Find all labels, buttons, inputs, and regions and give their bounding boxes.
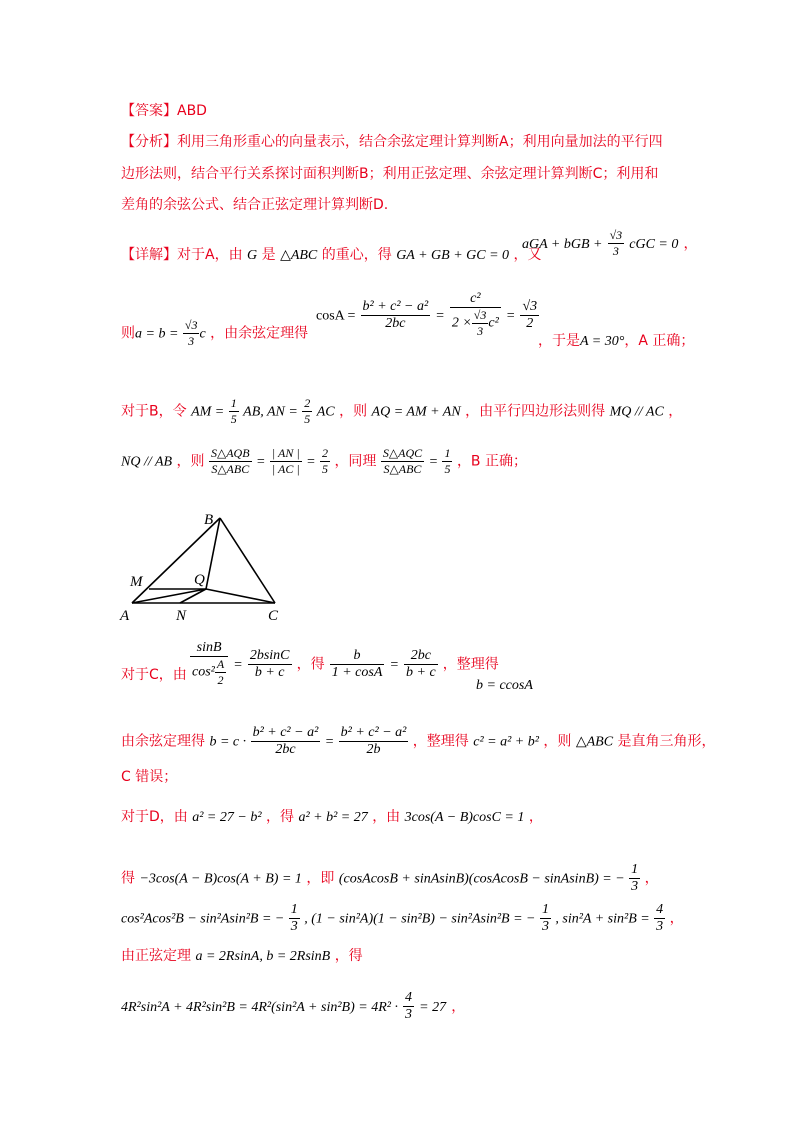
den [190, 657, 228, 688]
fraction [339, 725, 409, 758]
math: cosA = [316, 308, 356, 324]
label-q: Q [194, 572, 205, 588]
den: 2bc [385, 315, 406, 331]
den: | AC | [271, 462, 300, 476]
fraction [520, 299, 539, 332]
den: 5 [321, 462, 328, 476]
d: cos² [192, 664, 215, 680]
text: 则 [121, 325, 135, 342]
num: √3 [609, 228, 623, 242]
math: A = 30° [580, 334, 625, 349]
math: cos²Acos²B − sin²Asin²B = − [121, 911, 285, 927]
math: AM = [191, 404, 225, 420]
den: S△ABC [383, 462, 422, 476]
num: √3 [522, 298, 538, 314]
fraction [450, 291, 501, 339]
num: √3 [184, 318, 198, 332]
eq: = [505, 308, 516, 324]
detail-d-line-5 [121, 990, 465, 1023]
detail-c-line-2 [121, 725, 716, 758]
fraction [540, 902, 551, 935]
num: 1 [631, 862, 639, 877]
den: 2b [366, 742, 381, 757]
d: 2 × [451, 315, 472, 331]
math-weighted-sum [522, 228, 697, 259]
math-b-ccosa: b = ccosA [476, 678, 533, 693]
text: ，整理得 [412, 733, 469, 750]
fraction [654, 902, 665, 935]
den [450, 308, 501, 339]
text: 由正弦定理 [121, 948, 191, 964]
math-g: G [247, 248, 258, 263]
text: 对于A，由 [177, 247, 243, 263]
segment-aq [132, 589, 206, 603]
fraction [229, 396, 239, 427]
den: 3 [631, 879, 639, 894]
text: ， [644, 870, 659, 887]
text: ，得 [296, 656, 325, 673]
detail-d-line-3 [121, 902, 684, 935]
num: 2bsinC [249, 647, 290, 663]
num: 4 [656, 902, 664, 917]
fraction [209, 446, 252, 477]
d: c² [488, 315, 499, 331]
num: c² [450, 291, 501, 308]
math: a = 2RsinA, b = 2RsinB [195, 949, 331, 964]
edge-bc [220, 518, 275, 603]
eq: = [389, 657, 399, 673]
eq: = [256, 454, 266, 470]
den: 3 [405, 1007, 413, 1022]
den: 3 [290, 919, 298, 934]
analysis-line-3: 差角的余弦公式、结合正弦定理计算判断D. [121, 197, 389, 213]
den: b + c [254, 664, 285, 680]
analysis-line-2: 边形法则，结合平行关系探讨面积判断B；利用正弦定理、余弦定理计算判断C；利用和 [121, 166, 659, 182]
num: b [330, 648, 385, 665]
num: √3 [473, 308, 487, 322]
math: a² + b² = 27 [298, 810, 368, 825]
num: sinB [190, 640, 228, 657]
text: ， [668, 403, 683, 420]
fraction [330, 648, 385, 681]
num: b² + c² − a² [340, 725, 407, 740]
num: A [216, 657, 225, 671]
den: 3 [612, 244, 619, 258]
text: ，则 [339, 403, 368, 420]
text: ， [669, 910, 684, 927]
c-formula-1 [190, 640, 499, 688]
fraction [302, 396, 312, 427]
den: 5 [230, 412, 237, 426]
text: 是直角三角形， [617, 733, 716, 750]
label-c: C [268, 608, 279, 624]
fraction [361, 299, 431, 332]
text: ，A 正确； [624, 333, 695, 349]
text: ，整理得 [442, 656, 499, 673]
analysis-line-1 [121, 131, 663, 151]
eq: = [306, 454, 316, 470]
answer-tag: 【答案】 [121, 103, 177, 119]
num: 4 [405, 990, 413, 1005]
analysis-tag: 【分析】 [121, 134, 177, 150]
math: AC [316, 404, 335, 420]
eq: = [233, 657, 243, 673]
text: ，同理 [334, 453, 377, 470]
fraction [289, 902, 300, 935]
text: 的重心，得 [321, 247, 392, 263]
detail-d-line-4 [121, 945, 363, 965]
den: b + c [406, 664, 436, 680]
num: 1 [444, 446, 451, 460]
math: , (1 − sin²A)(1 − sin²B) − sin²Asin²B = − [304, 911, 536, 927]
label-n: N [176, 608, 187, 624]
detail-c-line-1-text: 对于C，由 [121, 667, 187, 683]
text: ， [451, 999, 466, 1015]
num: 1 [230, 396, 237, 410]
fraction [608, 228, 625, 259]
math-part: cGC = 0 [629, 237, 679, 252]
num: 2 [304, 396, 311, 410]
den: 3 [541, 919, 549, 934]
detail-tag: 【详解】 [121, 247, 177, 263]
den: 2bc [275, 742, 296, 757]
num: b² + c² − a² [252, 725, 319, 740]
fraction [251, 725, 321, 758]
detail-b-line-2 [121, 446, 527, 477]
text: ，由平行四边形法则得 [465, 403, 606, 420]
text: 是 [261, 247, 276, 263]
num: S△AQC [382, 446, 423, 460]
cosA-formula [316, 291, 539, 339]
label-m: M [130, 574, 143, 590]
den: S△ABC [211, 462, 250, 476]
text: 对于B，令 [121, 403, 187, 420]
text: 由余弦定理得 [121, 733, 205, 750]
detail-d-line-2 [121, 862, 659, 895]
den: 5 [444, 462, 451, 476]
den: 3 [477, 324, 484, 338]
eq: = [324, 734, 335, 750]
text: 对于D，由 [121, 809, 188, 825]
math-centroid-sum: GA + GB + GC = 0 [396, 248, 510, 263]
math: 3cos(A − B)cosC = 1 [404, 810, 525, 825]
math: AB, AN = [243, 404, 298, 420]
analysis-text-1: 利用三角形重心的向量表示，结合余弦定理计算判断A；利用向量加法的平行四 [177, 134, 663, 150]
num: 2 [321, 446, 328, 460]
math-triangle: △ABC [280, 248, 318, 263]
text: ，则 [176, 453, 205, 470]
detail-a-line-2 [121, 318, 308, 349]
math: a² = 27 − b² [192, 810, 262, 825]
num: b² + c² − a² [362, 298, 429, 314]
math: c² = a² + b² [473, 734, 539, 750]
comma: ， [683, 236, 698, 252]
text: ，得 [265, 809, 294, 825]
math: MQ // AC [609, 404, 664, 420]
math: 4R²sin²A + 4R²sin²B = 4R²(sin²A + sin²B) = 4R² · [121, 1000, 398, 1015]
den: 1 + cosA [331, 664, 383, 680]
label-a: A [120, 608, 130, 624]
num: 2bc [404, 648, 438, 665]
fraction [403, 990, 414, 1023]
fraction [215, 657, 226, 688]
detail-d-line-1 [121, 806, 543, 826]
fraction [629, 862, 640, 895]
text: ，由 [372, 809, 401, 825]
segment-qc [206, 589, 275, 603]
fraction [248, 648, 292, 681]
eq: = [435, 308, 445, 324]
detail-a-line-2b [538, 330, 694, 350]
math: (cosAcosB + sinAsinB)(cosAcosB − sinAsinB) = − [338, 871, 625, 887]
edge-ab [132, 518, 220, 603]
math: a = b = [135, 326, 179, 342]
detail-a-line-1 [121, 244, 542, 264]
num: 1 [290, 902, 298, 917]
math: NQ // AB [121, 454, 173, 470]
math-part: aGA + bGB + [522, 237, 603, 252]
detail-b-line-1 [121, 396, 682, 427]
fraction [442, 446, 452, 477]
num: S△AQB [210, 446, 250, 460]
text: ，即 [306, 870, 335, 887]
num: | AN | [271, 446, 300, 460]
eq: = [428, 454, 439, 470]
num: 1 [541, 902, 549, 917]
math: △ABC [575, 734, 614, 750]
fraction [190, 640, 228, 688]
label-b: B [204, 512, 214, 528]
fraction [404, 648, 438, 681]
text: ，由余弦定理得 [210, 325, 309, 342]
den: 5 [304, 412, 311, 426]
den: 2 [217, 673, 224, 687]
fraction [472, 308, 489, 339]
math: AQ = AM + AN [371, 404, 461, 420]
den: 3 [188, 334, 195, 348]
math: , sin²A + sin²B = [555, 911, 650, 927]
math: −3cos(A − B)cos(A + B) = 1 [139, 871, 302, 887]
math: b = c · [209, 734, 247, 750]
math: c [199, 326, 206, 342]
answer-value: ABD [177, 103, 207, 119]
answer-line [121, 100, 207, 120]
detail-c-line-3: C 错误； [121, 769, 178, 785]
fraction [320, 446, 330, 477]
den: 3 [656, 919, 664, 934]
text: 得 [121, 870, 135, 887]
text: ，于是 [538, 333, 580, 349]
text: ，B 正确； [456, 453, 527, 470]
fraction [270, 446, 302, 477]
text: ， [528, 809, 543, 825]
text: ，得 [334, 948, 363, 964]
text: ，则 [543, 733, 572, 750]
math: = 27 [419, 1000, 447, 1015]
triangle-figure [118, 510, 293, 625]
den: 2 [526, 315, 534, 331]
fraction [183, 318, 200, 349]
fraction [381, 446, 424, 477]
text: ，又 [513, 247, 542, 263]
